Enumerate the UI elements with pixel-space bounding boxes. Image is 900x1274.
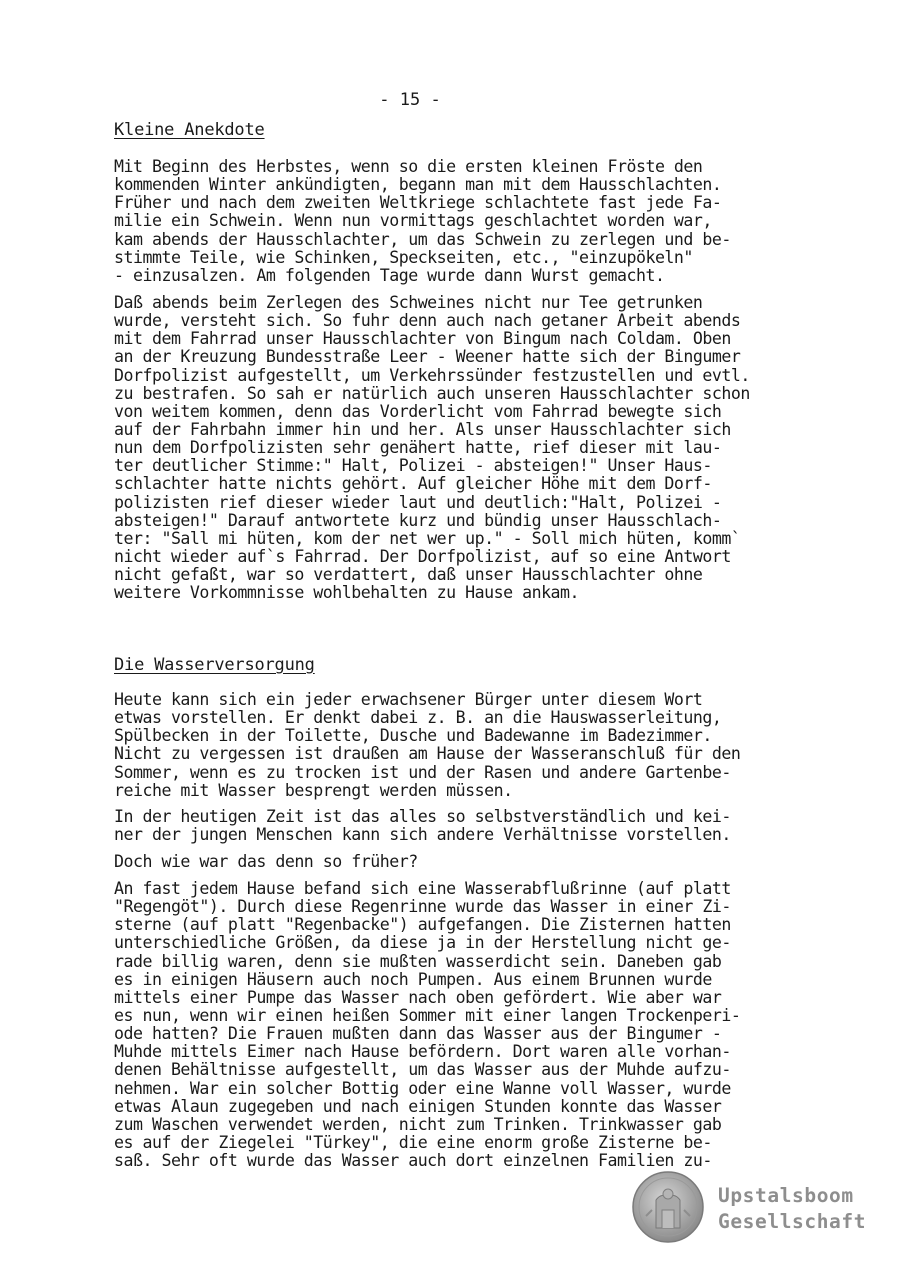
text-line: mit dem Fahrrad unser Hausschlachter von Bingum nach Coldam. Oben bbox=[114, 329, 731, 349]
text-line: Muhde mittels Eimer nach Hause befördern. Dort waren alle vorhan- bbox=[114, 1042, 731, 1062]
text-line: absteigen!" Darauf antwortete kurz und bündig unser Hausschlach- bbox=[114, 510, 722, 530]
page-number: - 15 - bbox=[379, 90, 441, 110]
text-line: sterne (auf platt "Regenbacke") aufgefangen. Die Zisternen hatten bbox=[114, 915, 731, 935]
text-line: "Regengöt"). Durch diese Regenrinne wurde das Wasser in einer Zi- bbox=[114, 897, 731, 917]
text-line: von weitem kommen, denn das Vorderlicht vom Fahrrad bewegte sich bbox=[114, 401, 722, 421]
upstalsboom-logo bbox=[632, 1170, 882, 1250]
text-line: kam abends der Hausschlachter, um das Schwein zu zerlegen und be- bbox=[114, 229, 731, 249]
text-line: stimmte Teile, wie Schinken, Speckseiten, etc., "einzupökeln" bbox=[114, 247, 693, 267]
text-line: es nun, wenn wir einen heißen Sommer mit einer langen Trockenperi- bbox=[114, 1005, 741, 1025]
text-line: es in einigen Häusern auch noch Pumpen. Aus einem Brunnen wurde bbox=[114, 969, 712, 989]
paragraph bbox=[114, 158, 844, 285]
text-line: zu bestrafen. So sah er natürlich auch unseren Hausschlachter schon bbox=[114, 383, 750, 403]
text-line: nicht gefaßt, war so verdattert, daß unser Hausschlachter ohne bbox=[114, 565, 703, 585]
text-line: etwas vorstellen. Er denkt dabei z. B. an die Hauswasserleitung, bbox=[114, 708, 722, 728]
paragraph bbox=[114, 853, 844, 871]
text-line: ode hatten? Die Frauen mußten dann das Wasser aus der Bingumer - bbox=[114, 1024, 722, 1044]
text-line: wurde, versteht sich. So fuhr denn auch nach getaner Arbeit abends bbox=[114, 311, 741, 331]
text-line: mittels einer Pumpe das Wasser nach oben gefördert. Wie aber war bbox=[114, 987, 722, 1007]
text-line: Daß abends beim Zerlegen des Schweines nicht nur Tee getrunken bbox=[114, 293, 703, 312]
heading-kleine-anekdote: Kleine Anekdote bbox=[114, 120, 265, 140]
text-line: - einzusalzen. Am folgenden Tage wurde dann Wurst gemacht. bbox=[114, 265, 665, 285]
text-line: Nicht zu vergessen ist draußen am Hause der Wasseranschluß für den bbox=[114, 744, 741, 764]
text-line: nehmen. War ein solcher Bottig oder eine Wanne voll Wasser, wurde bbox=[114, 1078, 731, 1098]
text-line: In der heutigen Zeit ist das alles so selbstverständlich und kei- bbox=[114, 807, 731, 826]
text-line: ter deutlicher Stimme:" Halt, Polizei - absteigen!" Unser Haus- bbox=[114, 456, 712, 476]
text-line: etwas Alaun zugegeben und nach einigen Stunden konnte das Wasser bbox=[114, 1096, 722, 1116]
text-line: unterschiedliche Größen, da diese ja in der Herstellung nicht ge- bbox=[114, 933, 731, 953]
text-line: kommenden Winter ankündigten, begann man mit dem Hausschlachten. bbox=[114, 175, 722, 195]
seal-icon bbox=[632, 1170, 704, 1244]
text-line: ter: "Sall mi hüten, kom der net wer up." - Soll mich hüten, komm` bbox=[114, 528, 741, 548]
text-line: Doch wie war das denn so früher? bbox=[114, 852, 418, 871]
text-line: an der Kreuzung Bundesstraße Leer - Weener hatte sich der Bingumer bbox=[114, 347, 741, 367]
text-line: An fast jedem Hause befand sich eine Wasserabflußrinne (auf platt bbox=[114, 879, 731, 898]
text-line: nicht wieder auf`s Fahrrad. Der Dorfpolizist, auf so eine Antwort bbox=[114, 546, 731, 566]
paragraph bbox=[114, 294, 844, 602]
text-line: Früher und nach dem zweiten Weltkriege schlachtete fast jede Fa- bbox=[114, 193, 722, 213]
text-line: denen Behältnisse aufgestellt, um das Wasser aus der Muhde aufzu- bbox=[114, 1060, 731, 1080]
text-line: es auf der Ziegelei "Türkey", die eine enorm große Zisterne be- bbox=[114, 1132, 712, 1152]
text-line: rade billig waren, denn sie mußten wasserdicht sein. Daneben gab bbox=[114, 951, 722, 971]
text-line: Spülbecken in der Toilette, Dusche und Badewanne im Badezimmer. bbox=[114, 726, 712, 746]
text-line: nun dem Dorfpolizisten sehr genähert hatte, rief dieser mit lau- bbox=[114, 438, 722, 458]
heading-wasserversorgung: Die Wasserversorgung bbox=[114, 655, 315, 675]
text-line: auf der Fahrbahn immer hin und her. Als unser Hausschlachter sich bbox=[114, 419, 731, 439]
brand-line-2: Gesellschaft bbox=[718, 1210, 867, 1233]
text-line: reiche mit Wasser besprengt werden müssen. bbox=[114, 780, 513, 800]
text-line: Sommer, wenn es zu trocken ist und der Rasen und andere Gartenbe- bbox=[114, 762, 731, 782]
paragraph bbox=[114, 808, 844, 844]
text-line: Heute kann sich ein jeder erwachsener Bürger unter diesem Wort bbox=[114, 690, 703, 709]
brand-line-1: Upstalsboom bbox=[718, 1184, 854, 1207]
text-line: polizisten rief dieser wieder laut und deutlich:"Halt, Polizei - bbox=[114, 492, 722, 512]
text-line: milie ein Schwein. Wenn nun vormittags geschlachtet worden war, bbox=[114, 211, 712, 231]
paragraph bbox=[114, 691, 844, 800]
text-line: weitere Vorkommnisse wohlbehalten zu Hause ankam. bbox=[114, 583, 580, 603]
text-line: Dorfpolizist aufgestellt, um Verkehrssünder festzustellen und evtl. bbox=[114, 365, 750, 385]
text-line: saß. Sehr oft wurde das Wasser auch dort einzelnen Familien zu- bbox=[114, 1151, 712, 1171]
text-line: schlachter hatte nichts gehört. Auf gleicher Höhe mit dem Dorf- bbox=[114, 474, 712, 494]
text-line: zum Waschen verwendet werden, nicht zum Trinken. Trinkwasser gab bbox=[114, 1114, 722, 1134]
text-line: ner der jungen Menschen kann sich andere Verhältnisse vorstellen. bbox=[114, 825, 731, 845]
text-line: Mit Beginn des Herbstes, wenn so die ersten kleinen Fröste den bbox=[114, 157, 703, 176]
paragraph bbox=[114, 880, 844, 1170]
